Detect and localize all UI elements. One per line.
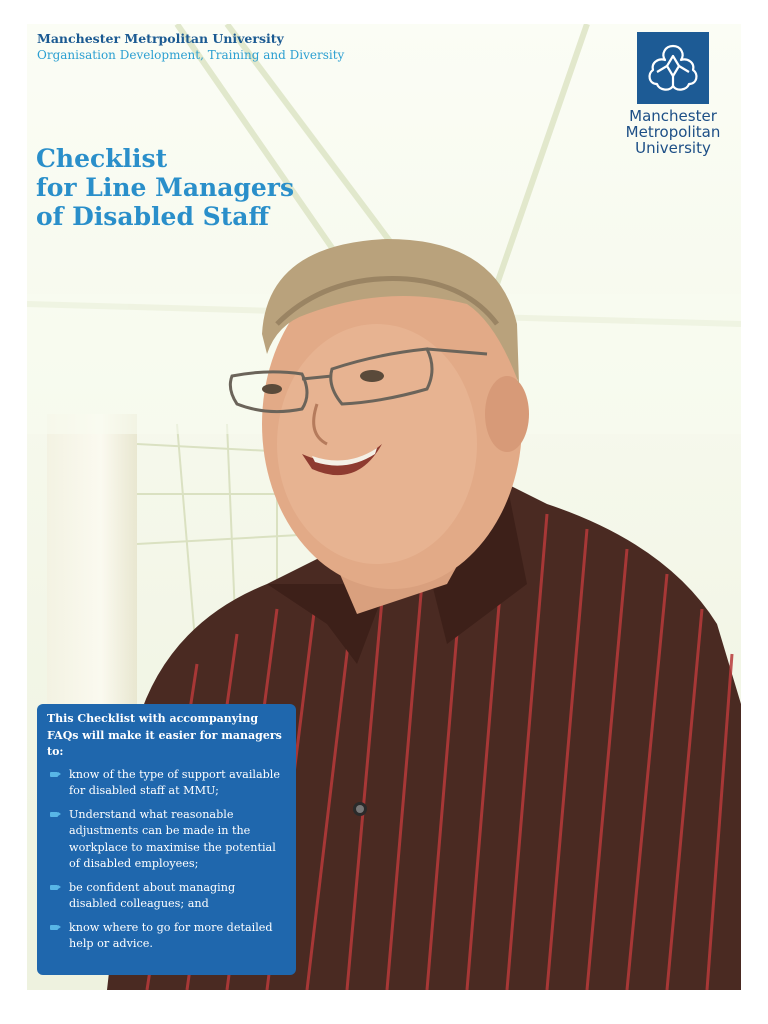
rose-emblem-icon — [637, 32, 709, 104]
callout-intro: This Checklist with accompanying FAQs will make it easier for managers to: — [47, 712, 282, 758]
arrow-bullet-icon — [50, 812, 58, 817]
list-item-text: know where to go for more detailed help or advice. — [69, 920, 273, 950]
list-item — [47, 767, 286, 800]
department-name: Organisation Development, Training and Diversity — [37, 48, 345, 62]
list-item-text: Understand what reasonable adjustments can be made in the workplace to maximise the potential of disabled employees; — [69, 807, 276, 870]
organisation-header — [37, 30, 344, 64]
list-item — [47, 880, 286, 913]
brochure-cover — [27, 24, 741, 990]
list-item — [47, 920, 286, 953]
arrow-bullet-icon — [50, 925, 58, 930]
page-title — [36, 144, 294, 231]
title-line-1: Checklist — [36, 144, 168, 173]
arrow-bullet-icon — [50, 885, 58, 890]
callout-list — [47, 767, 286, 953]
logo-line-2: Metropolitan — [625, 123, 721, 141]
arrow-bullet-icon — [50, 772, 58, 777]
logo-line-3: University — [635, 139, 711, 157]
list-item-text: be confident about managing disabled colleagues; and — [69, 880, 236, 910]
logo-line-1: Manchester — [629, 107, 717, 125]
university-name: Manchester Metrpolitan University — [37, 31, 284, 46]
title-line-2: for Line Managers — [36, 173, 295, 202]
title-line-3: of Disabled Staff — [36, 202, 269, 231]
list-item-text: know of the type of support available for disabled staff at MMU; — [69, 767, 281, 797]
logo-wordmark — [621, 108, 725, 156]
list-item — [47, 807, 286, 873]
checklist-callout — [37, 704, 296, 975]
university-logo — [621, 32, 725, 156]
